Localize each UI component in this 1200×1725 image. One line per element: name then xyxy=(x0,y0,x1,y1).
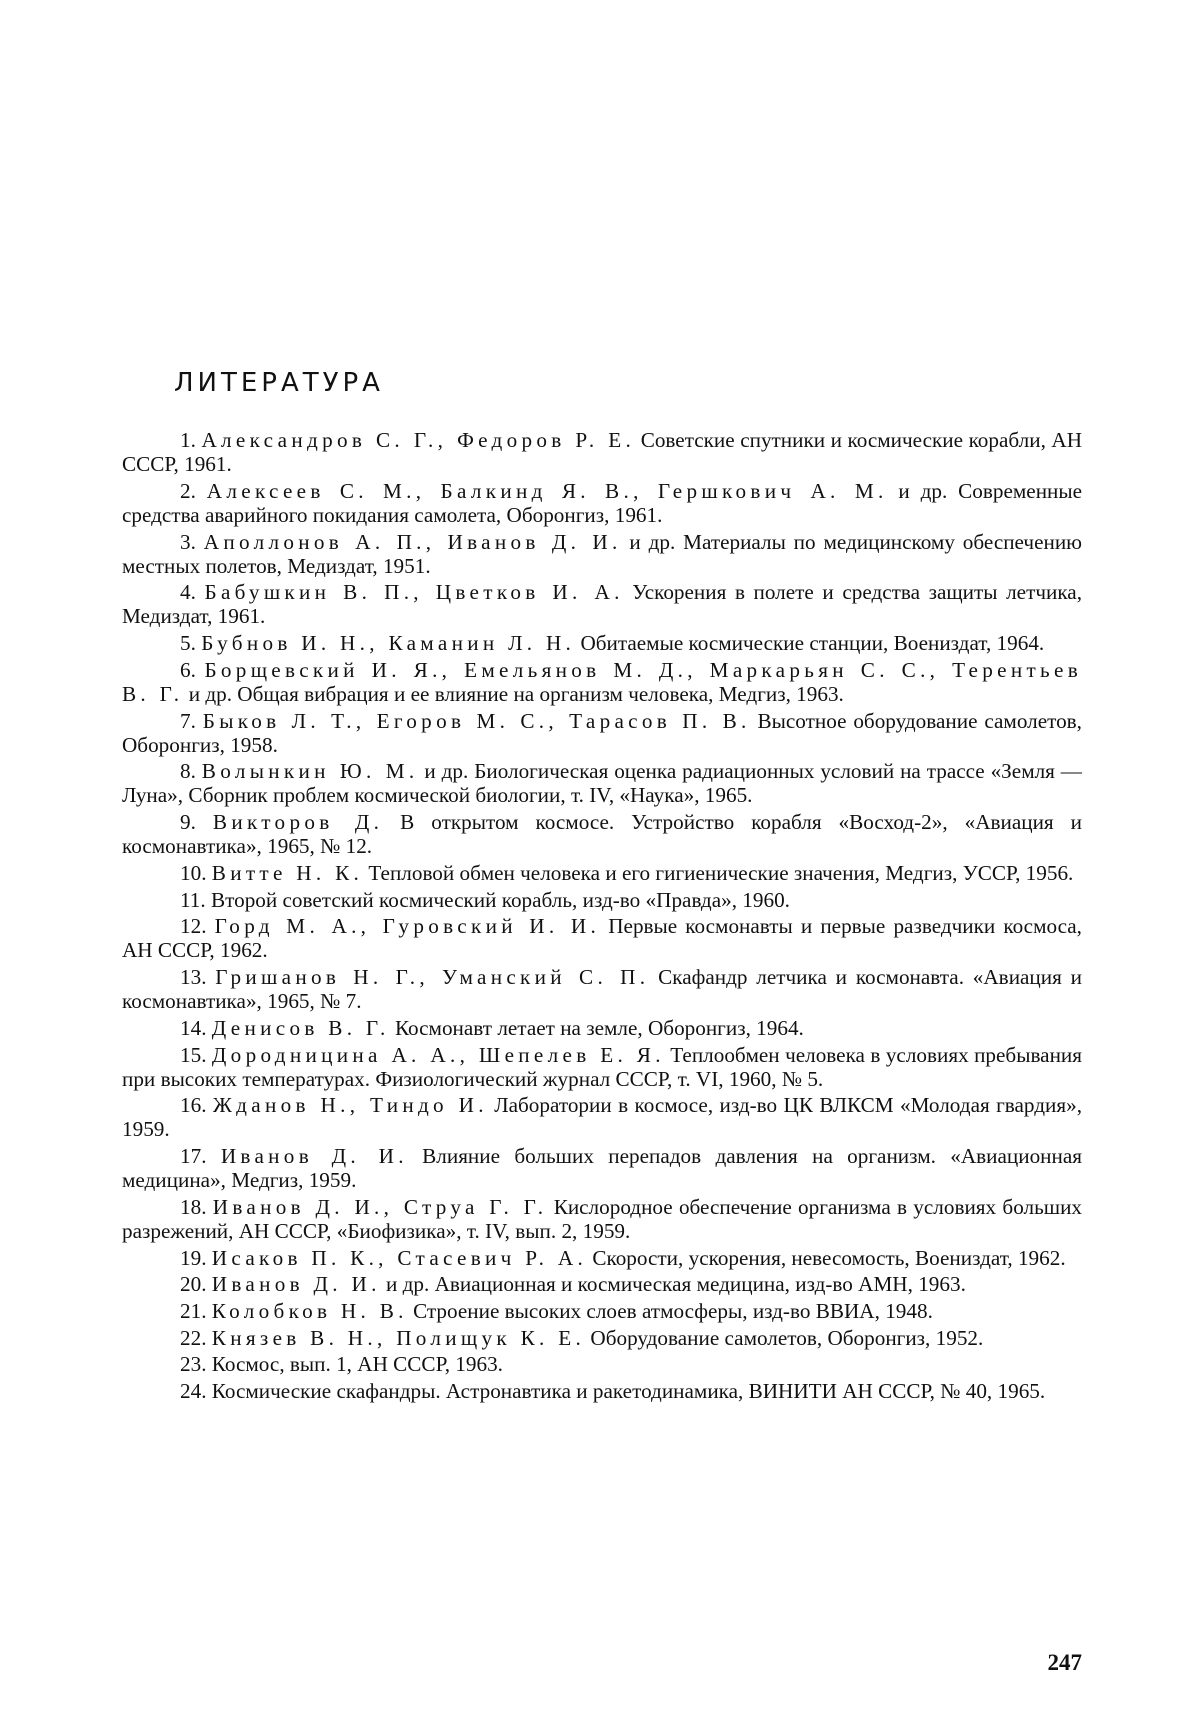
reference-item xyxy=(122,1144,1082,1192)
reference-text: и др. Авиационная и космическая медицина, изд-во АМН, 1963. xyxy=(380,1272,966,1297)
reference-item xyxy=(122,479,1082,527)
book-page xyxy=(122,0,1082,1725)
reference-number: 18. xyxy=(180,1194,207,1219)
reference-author: Витте Н. К. xyxy=(211,860,364,885)
reference-number: 20. xyxy=(180,1272,207,1297)
reference-number: 8. xyxy=(180,759,196,784)
reference-text: Космические скафандры. Астронавтика и ракетодинамика, ВИНИТИ АН СССР, № 40, 1965. xyxy=(211,1379,1046,1404)
reference-author: Денисов В. Г. xyxy=(211,1015,390,1040)
reference-text: Оборудование самолетов, Оборонгиз, 1952. xyxy=(585,1325,984,1350)
reference-author: Викторов Д. xyxy=(212,810,384,835)
reference-text: Скафандр летчика и космонавта. «Авиация и космонавтика», 1965, № 7. xyxy=(122,965,1082,1014)
reference-list xyxy=(122,428,1082,1406)
reference-item xyxy=(122,1326,1082,1350)
reference-item xyxy=(122,1093,1082,1141)
page-number: 247 xyxy=(1047,1650,1082,1675)
reference-text: Строение высоких слоев атмосферы, изд-во ВВИА, 1948. xyxy=(407,1299,933,1324)
reference-number: 7. xyxy=(180,708,196,733)
reference-author: Дородницина А. А., Шепелев Е. Я. xyxy=(211,1042,665,1067)
reference-item xyxy=(122,810,1082,858)
reference-number: 16. xyxy=(180,1093,207,1118)
reference-item xyxy=(122,1272,1082,1296)
reference-text: и др. Материалы по медицинскому обеспечению местных полетов, Медиздат, 1951. xyxy=(122,529,1083,578)
reference-item xyxy=(122,1016,1082,1040)
reference-text: В открытом космосе. Устройство корабля «Восход-2», «Авиация и космонавтика», 1965, № 12. xyxy=(122,810,1083,859)
reference-text: и др. Биологическая оценка радиационных условий на трассе «Земля — Луна», Сборник проблем космической биологии, т. IV, «Наука», 1965. xyxy=(122,759,1082,808)
reference-item xyxy=(122,861,1082,885)
reference-number: 24. xyxy=(180,1379,207,1404)
reference-author: Волынкин Ю. М. xyxy=(201,759,419,784)
reference-item xyxy=(122,631,1082,655)
reference-author: Александров С. Г., Федоров Р. Е. xyxy=(201,428,636,452)
reference-item xyxy=(122,1352,1082,1376)
reference-text: Первые космонавты и первые разведчики космоса, АН СССР, 1962. xyxy=(122,914,1082,963)
reference-item xyxy=(122,428,1082,476)
reference-text: Скорости, ускорения, невесомость, Воениздат, 1962. xyxy=(587,1245,1066,1270)
reference-item xyxy=(122,1043,1082,1091)
reference-number: 23. xyxy=(180,1352,207,1377)
reference-author: Колобков Н. В. xyxy=(211,1299,408,1324)
reference-number: 10. xyxy=(180,860,207,885)
reference-number: 21. xyxy=(180,1299,207,1324)
reference-author: Борщевский И. Я., Емельянов М. Д., Маркарьян С. С., Терентьев В. Г. xyxy=(122,657,1083,706)
reference-number: 1. xyxy=(180,428,196,452)
reference-item xyxy=(122,888,1082,912)
reference-text: Кислородное обеспечение организма в условиях больших разрежений, АН СССР, «Биофизика», т. IV, вып. 2, 1959. xyxy=(122,1194,1082,1243)
reference-author: Гришанов Н. Г., Уманский С. П. xyxy=(215,965,650,990)
reference-number: 13. xyxy=(180,965,207,990)
reference-item xyxy=(122,914,1082,962)
reference-number: 17. xyxy=(180,1144,207,1169)
reference-number: 15. xyxy=(180,1042,207,1067)
reference-author: Горд М. А., Гуровский И. И. xyxy=(214,914,601,939)
reference-author: Исаков П. К., Стасевич Р. А. xyxy=(211,1245,588,1270)
reference-item xyxy=(122,965,1082,1013)
reference-author: Быков Л. Т., Егоров М. С., Тарасов П. В. xyxy=(202,708,751,733)
reference-text: Ускорения в полете и средства защиты летчика, Медиздат, 1961. xyxy=(122,580,1082,629)
reference-item xyxy=(122,530,1082,578)
section-heading: ЛИТЕРАТУРА xyxy=(174,368,384,398)
reference-item xyxy=(122,709,1082,757)
reference-author: Бабушкин В. П., Цветков И. А. xyxy=(204,580,624,605)
reference-author: Иванов Д. И. xyxy=(211,1272,381,1297)
reference-text: Влияние больших перепадов давления на организм. «Авиационная медицина», Медгиз, 1959. xyxy=(122,1144,1082,1193)
reference-number: 2. xyxy=(180,478,196,503)
reference-author: Иванов Д. И. xyxy=(220,1144,408,1169)
reference-item xyxy=(122,1379,1082,1403)
reference-author: Аполлонов А. П., Иванов Д. И. xyxy=(203,529,622,554)
reference-author: Алексеев С. М., Балкинд Я. В., Гершкович А. М. xyxy=(206,478,888,503)
reference-number: 19. xyxy=(180,1245,207,1270)
reference-text: и др. Современные средства аварийного покидания самолета, Оборонгиз, 1961. xyxy=(122,478,1083,527)
reference-author: Иванов Д. И., Струа Г. Г. xyxy=(212,1194,548,1219)
reference-number: 11. xyxy=(180,887,206,912)
reference-item xyxy=(122,1195,1082,1243)
reference-number: 14. xyxy=(180,1015,207,1040)
reference-text: Теплообмен человека в условиях пребывания при высоких температурах. Физиологический журнал СССР, т. VI, 1960, № 5. xyxy=(122,1042,1082,1091)
reference-number: 5. xyxy=(180,631,196,656)
reference-number: 12. xyxy=(180,914,207,939)
reference-number: 3. xyxy=(180,529,196,554)
reference-item xyxy=(122,1299,1082,1323)
reference-text: Советские спутники и космические корабли, АН СССР, 1961. xyxy=(122,428,1083,477)
reference-item xyxy=(122,658,1082,706)
reference-number: 4. xyxy=(180,580,196,605)
reference-text: Обитаемые космические станции, Воениздат, 1964. xyxy=(575,631,1045,656)
reference-number: 6. xyxy=(180,657,196,682)
reference-text: Космос, вып. 1, АН СССР, 1963. xyxy=(211,1352,503,1377)
reference-author: Бубнов И. Н., Каманин Л. Н. xyxy=(201,631,576,656)
reference-number: 9. xyxy=(180,810,196,835)
reference-item xyxy=(122,580,1082,628)
reference-item xyxy=(122,1246,1082,1270)
reference-text: Высотное оборудование самолетов, Оборонгиз, 1958. xyxy=(122,708,1082,757)
reference-text: Лаборатории в космосе, изд-во ЦК ВЛКСМ «Молодая гвардия», 1959. xyxy=(122,1093,1082,1142)
reference-item xyxy=(122,759,1082,807)
reference-text: и др. Общая вибрация и ее влияние на организм человека, Медгиз, 1963. xyxy=(183,681,844,706)
reference-text: Тепловой обмен человека и его гигиенические значения, Медгиз, УССР, 1956. xyxy=(363,860,1074,885)
reference-text: Космонавт летает на земле, Оборонгиз, 1964. xyxy=(389,1015,804,1040)
reference-number: 22. xyxy=(180,1325,207,1350)
reference-text: Второй советский космический корабль, изд-во «Правда», 1960. xyxy=(211,887,790,912)
reference-author: Князев В. Н., Полищук К. Е. xyxy=(211,1325,586,1350)
reference-author: Жданов Н., Тиндо И. xyxy=(212,1093,488,1118)
